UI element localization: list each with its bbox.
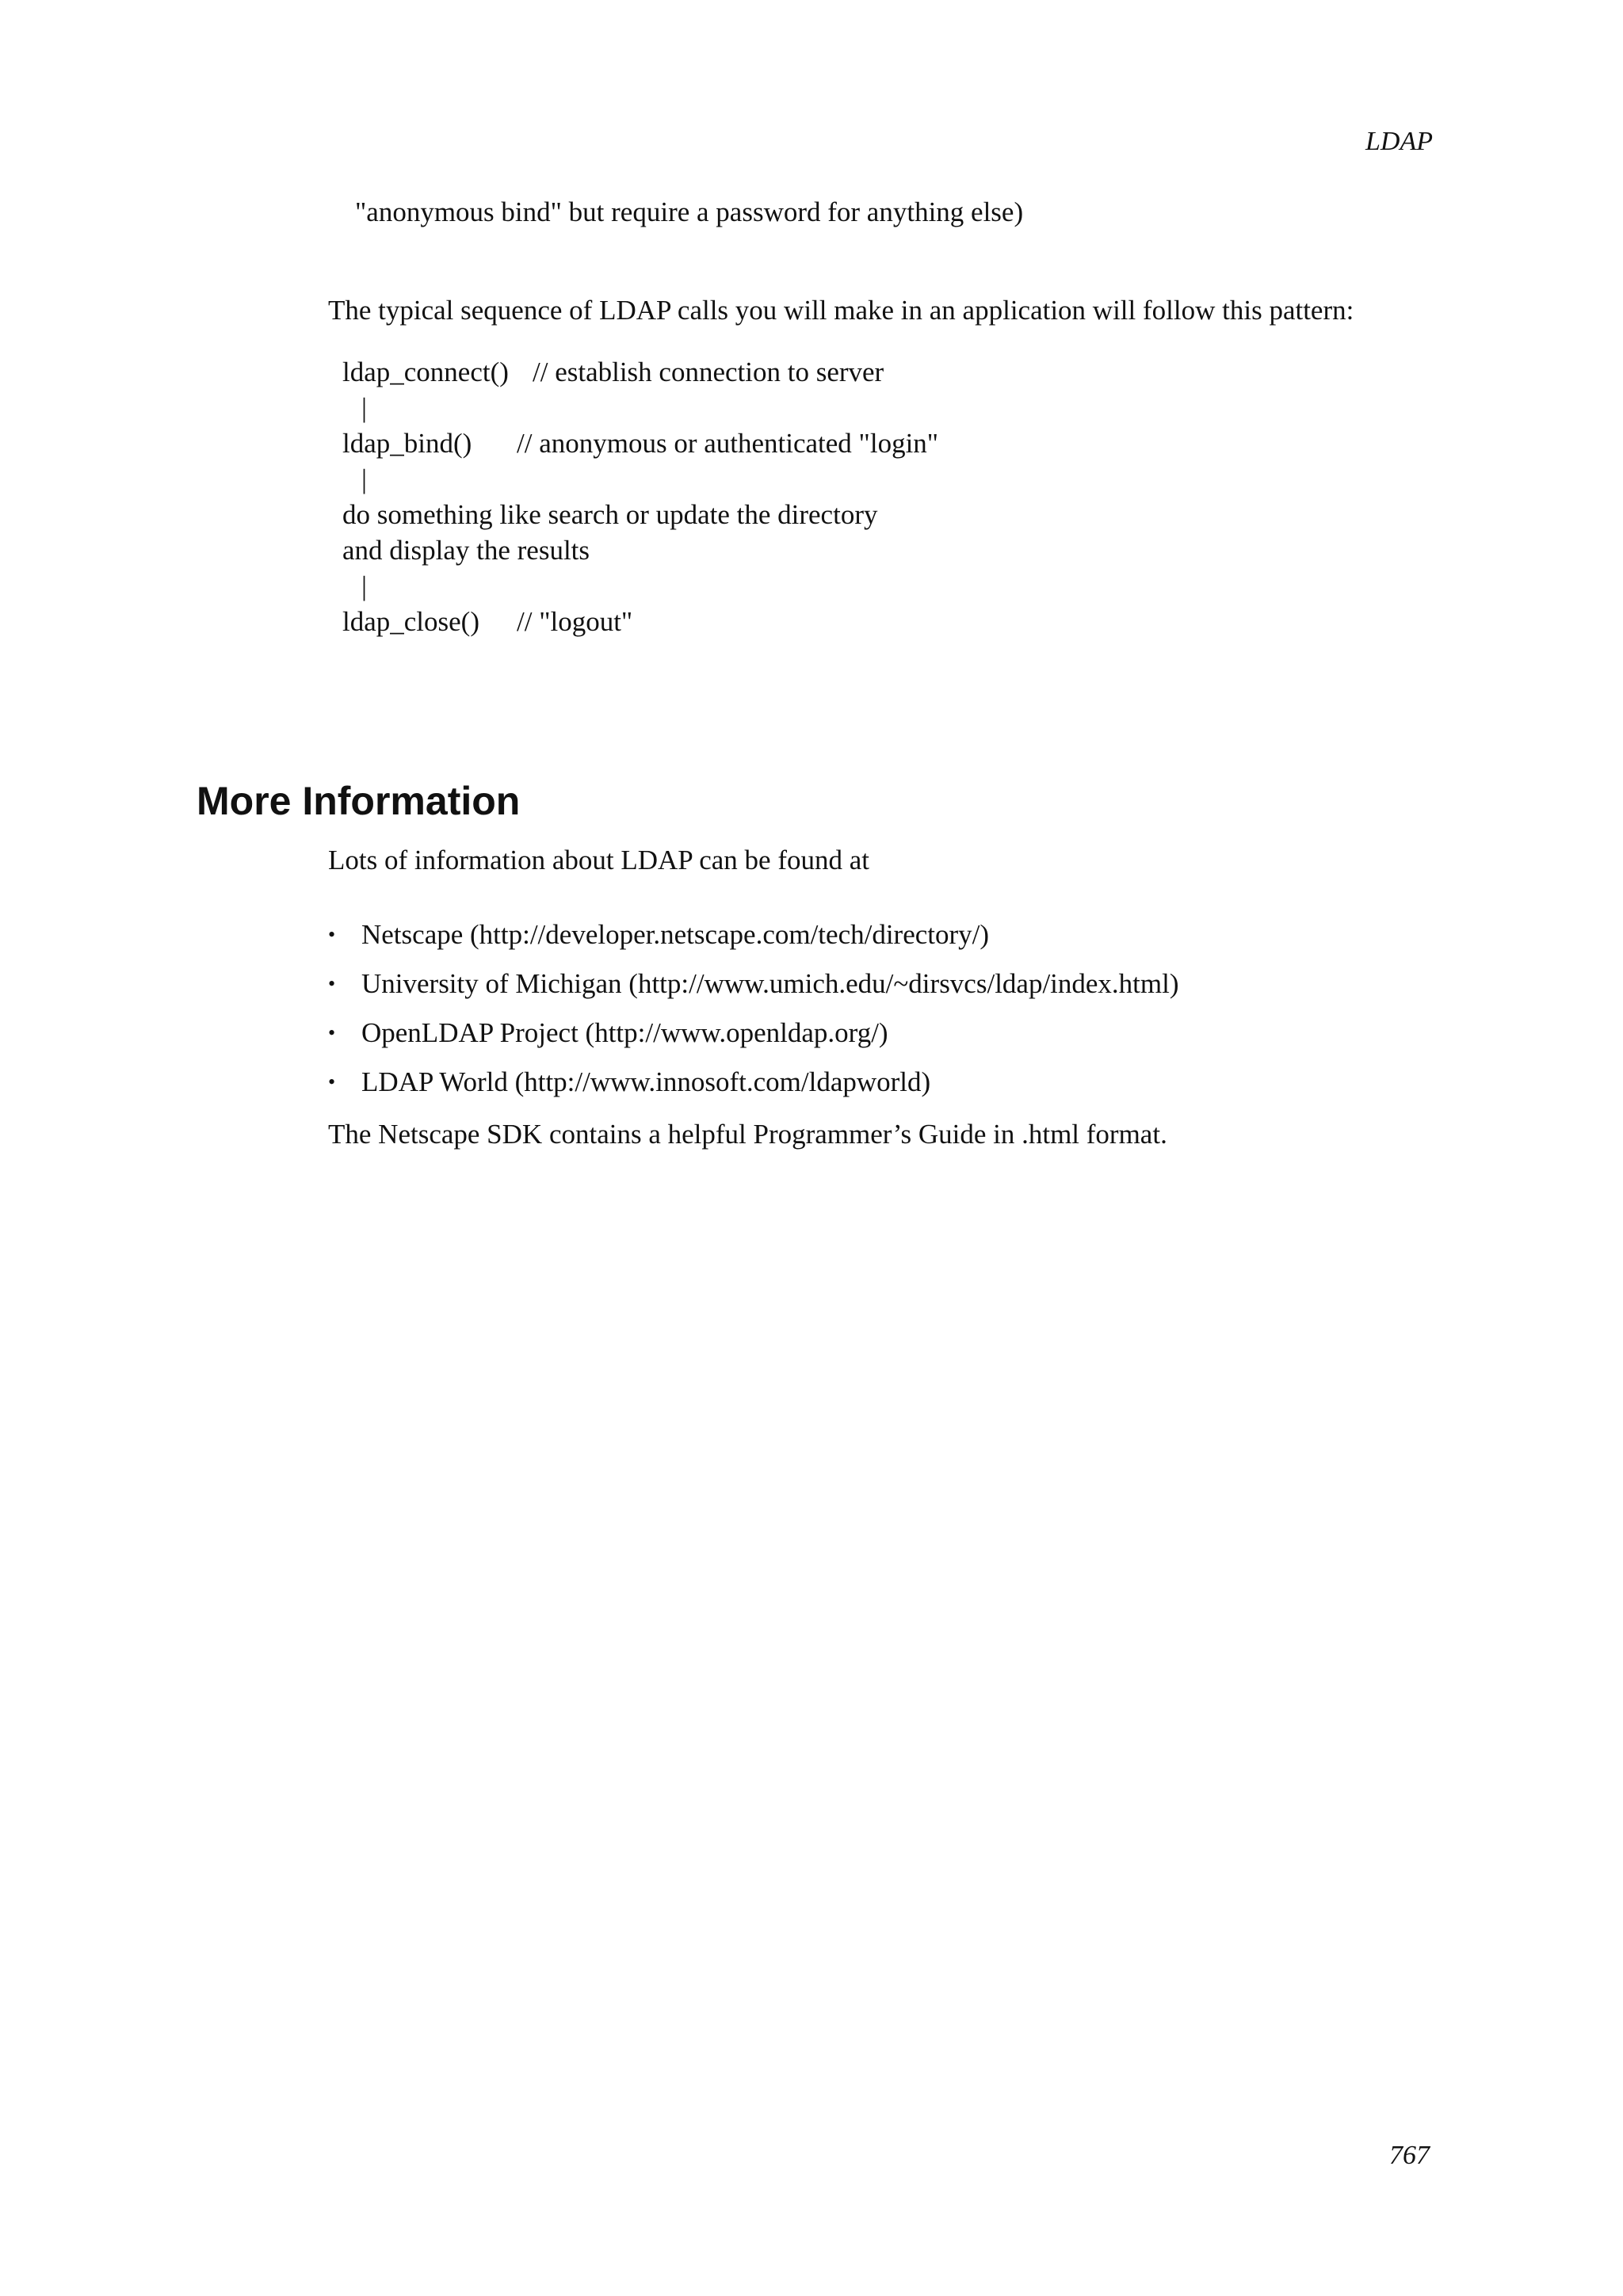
section-heading: More Information [197, 779, 521, 823]
list-item [328, 919, 989, 951]
sequence-pipe: | [361, 570, 368, 601]
list-item [328, 968, 1179, 1000]
list-item-text: LDAP World (http://www.innosoft.com/ldapworld) [361, 1066, 931, 1097]
sequence-action-line: do something like search or update the directory [342, 499, 878, 530]
bullet-icon: • [328, 972, 336, 995]
list-item [328, 1066, 930, 1098]
page-number: 767 [1389, 2141, 1430, 2170]
list-item-text: OpenLDAP Project (http://www.openldap.org/) [361, 1017, 888, 1048]
bind-call: ldap_bind() [342, 428, 472, 459]
intro-paragraph: The typical sequence of LDAP calls you will make in an application will follow this pattern: [328, 295, 1354, 326]
sequence-close-line [342, 606, 632, 638]
closing-paragraph: The Netscape SDK contains a helpful Programmer’s Guide in .html format. [328, 1119, 1167, 1150]
connect-comment: // establish connection to server [533, 357, 884, 387]
connect-call: ldap_connect() [342, 357, 509, 387]
list-item [328, 1017, 888, 1049]
list-item-text: Netscape (http://developer.netscape.com/tech/directory/) [361, 919, 990, 950]
bullet-icon: • [328, 923, 336, 946]
bullet-icon: • [328, 1070, 336, 1093]
close-comment: // "logout" [517, 606, 633, 637]
list-item-text: University of Michigan (http://www.umich.edu/~dirsvcs/ldap/index.html) [361, 968, 1179, 999]
bullet-icon: • [328, 1021, 336, 1044]
continuation-text: "anonymous bind" but require a password for anything else) [355, 196, 1024, 227]
close-call: ldap_close() [342, 606, 479, 637]
sequence-pipe: | [361, 392, 368, 423]
bind-comment: // anonymous or authenticated "login" [517, 428, 939, 459]
running-header: LDAP [1365, 127, 1433, 156]
lead-paragraph: Lots of information about LDAP can be found at [328, 845, 869, 875]
sequence-pipe: | [361, 463, 368, 494]
sequence-action-line: and display the results [342, 535, 590, 566]
sequence-connect-line [342, 357, 884, 388]
sequence-bind-line [342, 428, 938, 460]
